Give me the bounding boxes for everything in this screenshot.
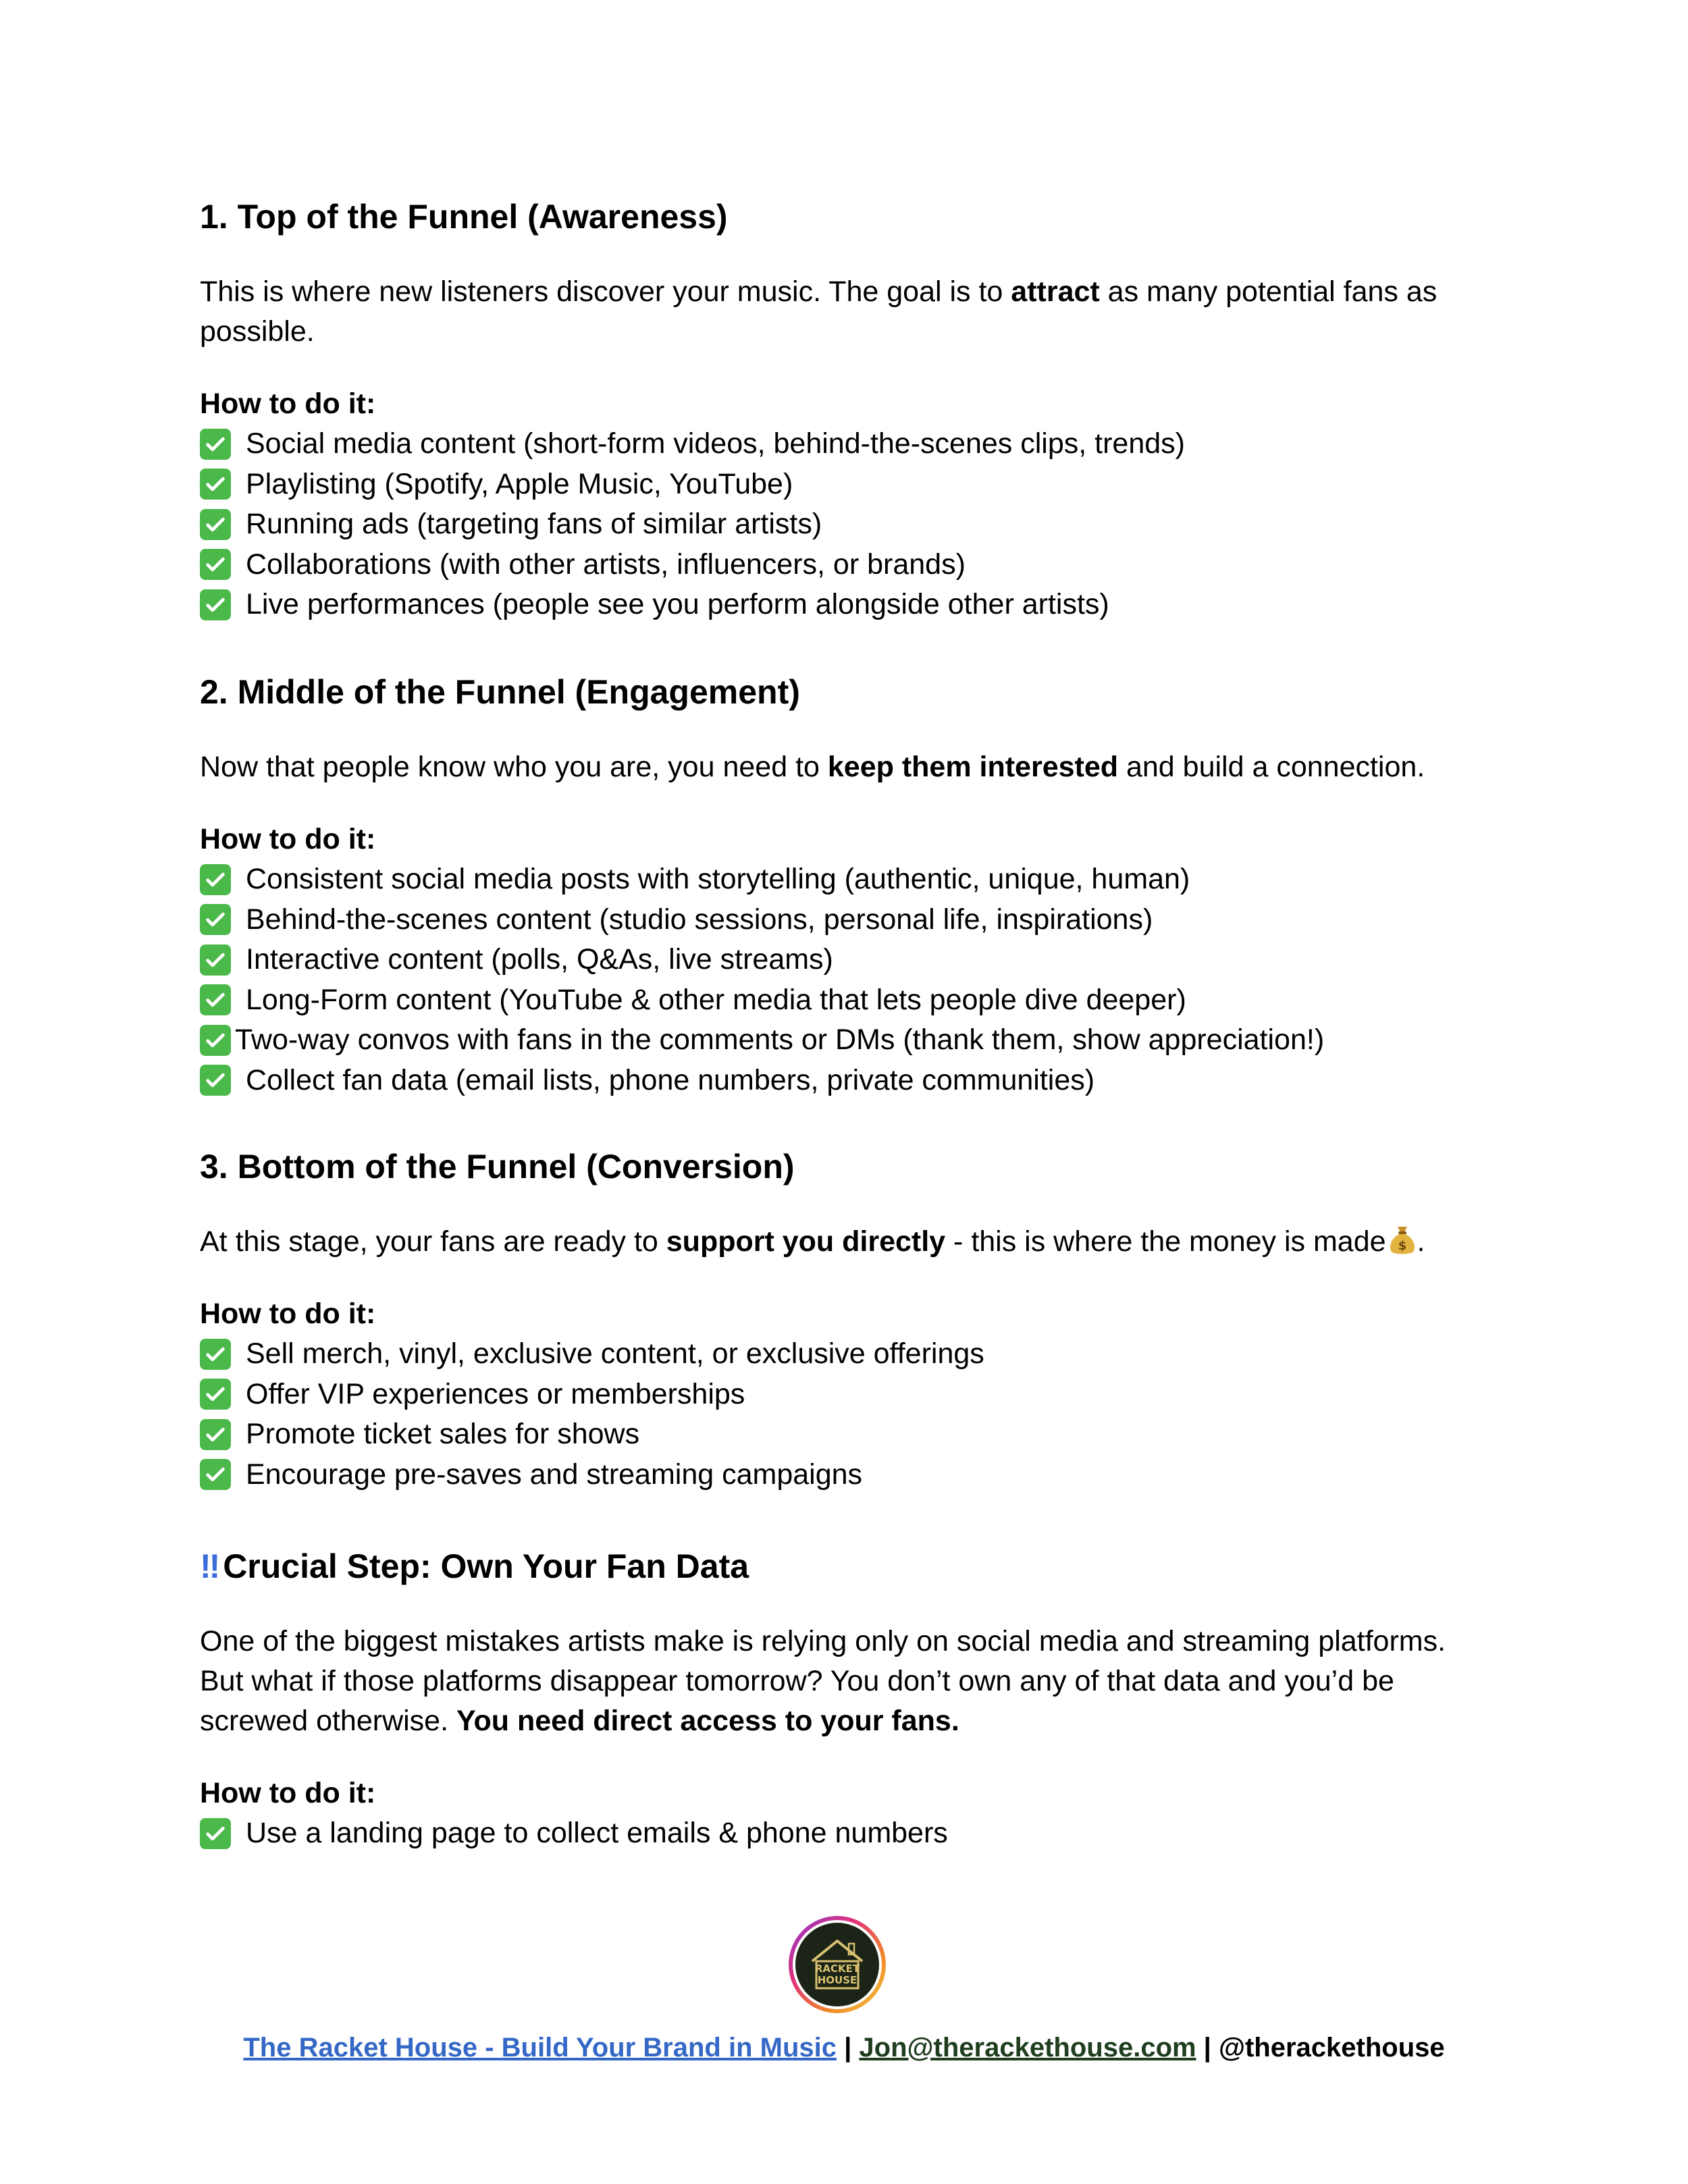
list-item: Sell merch, vinyl, exclusive content, or exclusive offerings	[200, 1334, 1523, 1375]
check-mark-icon	[200, 904, 231, 935]
footer-separator: |	[837, 2033, 860, 2062]
svg-text:$: $	[1398, 1239, 1406, 1253]
racket-house-logo	[787, 1914, 888, 2015]
check-mark-icon	[200, 1818, 231, 1849]
check-mark-icon	[200, 984, 231, 1015]
svg-text:HOUSE: HOUSE	[817, 1974, 858, 1986]
check-mark-icon	[200, 1339, 231, 1370]
how-to-label: How to do it:	[200, 1298, 376, 1330]
check-mark-icon	[200, 944, 231, 976]
footer-separator: |	[1196, 2033, 1219, 2062]
check-mark-icon	[200, 1459, 231, 1490]
section-title: 3. Bottom of the Funnel (Conversion)	[200, 1148, 795, 1186]
check-mark-icon	[200, 429, 231, 460]
section-conversion	[200, 1146, 1523, 1495]
footer	[0, 2029, 1688, 2067]
how-to-list	[200, 1334, 1523, 1495]
list-item: Collect fan data (email lists, phone numbers, private communities)	[200, 1061, 1523, 1101]
check-mark-icon	[200, 1025, 231, 1056]
money-bag-icon	[1388, 1224, 1417, 1256]
section-paragraph: At this stage, your fans are ready to support you directly - this is where the money is made $ .	[200, 1225, 1425, 1258]
section-awareness	[200, 196, 1523, 625]
section-paragraph: One of the biggest mistakes artists make is relying only on social media and streaming platforms. But what if those platforms disappear tomorrow? You don’t own any of that data and you’d be screwed otherwise. You need direct access to your fans.	[200, 1625, 1446, 1737]
how-to-label: How to do it:	[200, 823, 376, 855]
section-title: ‼ Crucial Step: Own Your Fan Data	[200, 1547, 749, 1585]
check-mark-icon	[200, 469, 231, 500]
section-paragraph: This is where new listeners discover your music. The goal is to attract as many potential fans as possible.	[200, 275, 1438, 348]
how-to-label: How to do it:	[200, 388, 376, 420]
double-exclamation-icon: ‼	[200, 1547, 217, 1585]
check-mark-icon	[200, 1379, 231, 1410]
section-own-fan-data	[200, 1546, 1523, 1854]
check-mark-icon	[200, 1065, 231, 1096]
list-item: Running ads (targeting fans of similar artists)	[200, 504, 1523, 545]
check-mark-icon	[200, 1419, 231, 1450]
section-engagement	[200, 672, 1523, 1100]
list-item: Use a landing page to collect emails & phone numbers	[200, 1813, 1523, 1854]
how-to-list	[200, 1813, 1523, 1854]
list-item: Social media content (short-form videos, behind-the-scenes clips, trends)	[200, 424, 1523, 464]
how-to-list	[200, 859, 1523, 1100]
list-item: Encourage pre-saves and streaming campaigns	[200, 1455, 1523, 1495]
list-item: Promote ticket sales for shows	[200, 1414, 1523, 1455]
list-item: Collaborations (with other artists, influencers, or brands)	[200, 545, 1523, 585]
list-item: Two-way convos with fans in the comments or DMs (thank them, show appreciation!)	[200, 1020, 1523, 1061]
list-item: Playlisting (Spotify, Apple Music, YouTube)	[200, 464, 1523, 505]
list-item: Behind-the-scenes content (studio sessions, personal life, inspirations)	[200, 900, 1523, 940]
svg-text:RACKET: RACKET	[814, 1963, 860, 1975]
check-mark-icon	[200, 509, 231, 540]
check-mark-icon	[200, 589, 231, 620]
section-title: 2. Middle of the Funnel (Engagement)	[200, 673, 800, 711]
list-item: Live performances (people see you perform alongside other artists)	[200, 585, 1523, 625]
check-mark-icon	[200, 864, 231, 895]
list-item: Long-Form content (YouTube & other media that lets people dive deeper)	[200, 980, 1523, 1021]
how-to-label: How to do it:	[200, 1777, 376, 1809]
list-item: Consistent social media posts with storytelling (authentic, unique, human)	[200, 859, 1523, 900]
how-to-list	[200, 424, 1523, 625]
check-mark-icon	[200, 549, 231, 580]
section-title: 1. Top of the Funnel (Awareness)	[200, 198, 728, 236]
email-link[interactable]: Jon@therackethouse.com	[859, 2033, 1196, 2062]
list-item: Interactive content (polls, Q&As, live streams)	[200, 940, 1523, 980]
brand-link[interactable]: The Racket House - Build Your Brand in Music	[243, 2033, 837, 2062]
list-item: Offer VIP experiences or memberships	[200, 1375, 1523, 1415]
section-paragraph: Now that people know who you are, you need to keep them interested and build a connection.	[200, 751, 1425, 783]
social-handle: @therackethouse	[1218, 2033, 1445, 2062]
